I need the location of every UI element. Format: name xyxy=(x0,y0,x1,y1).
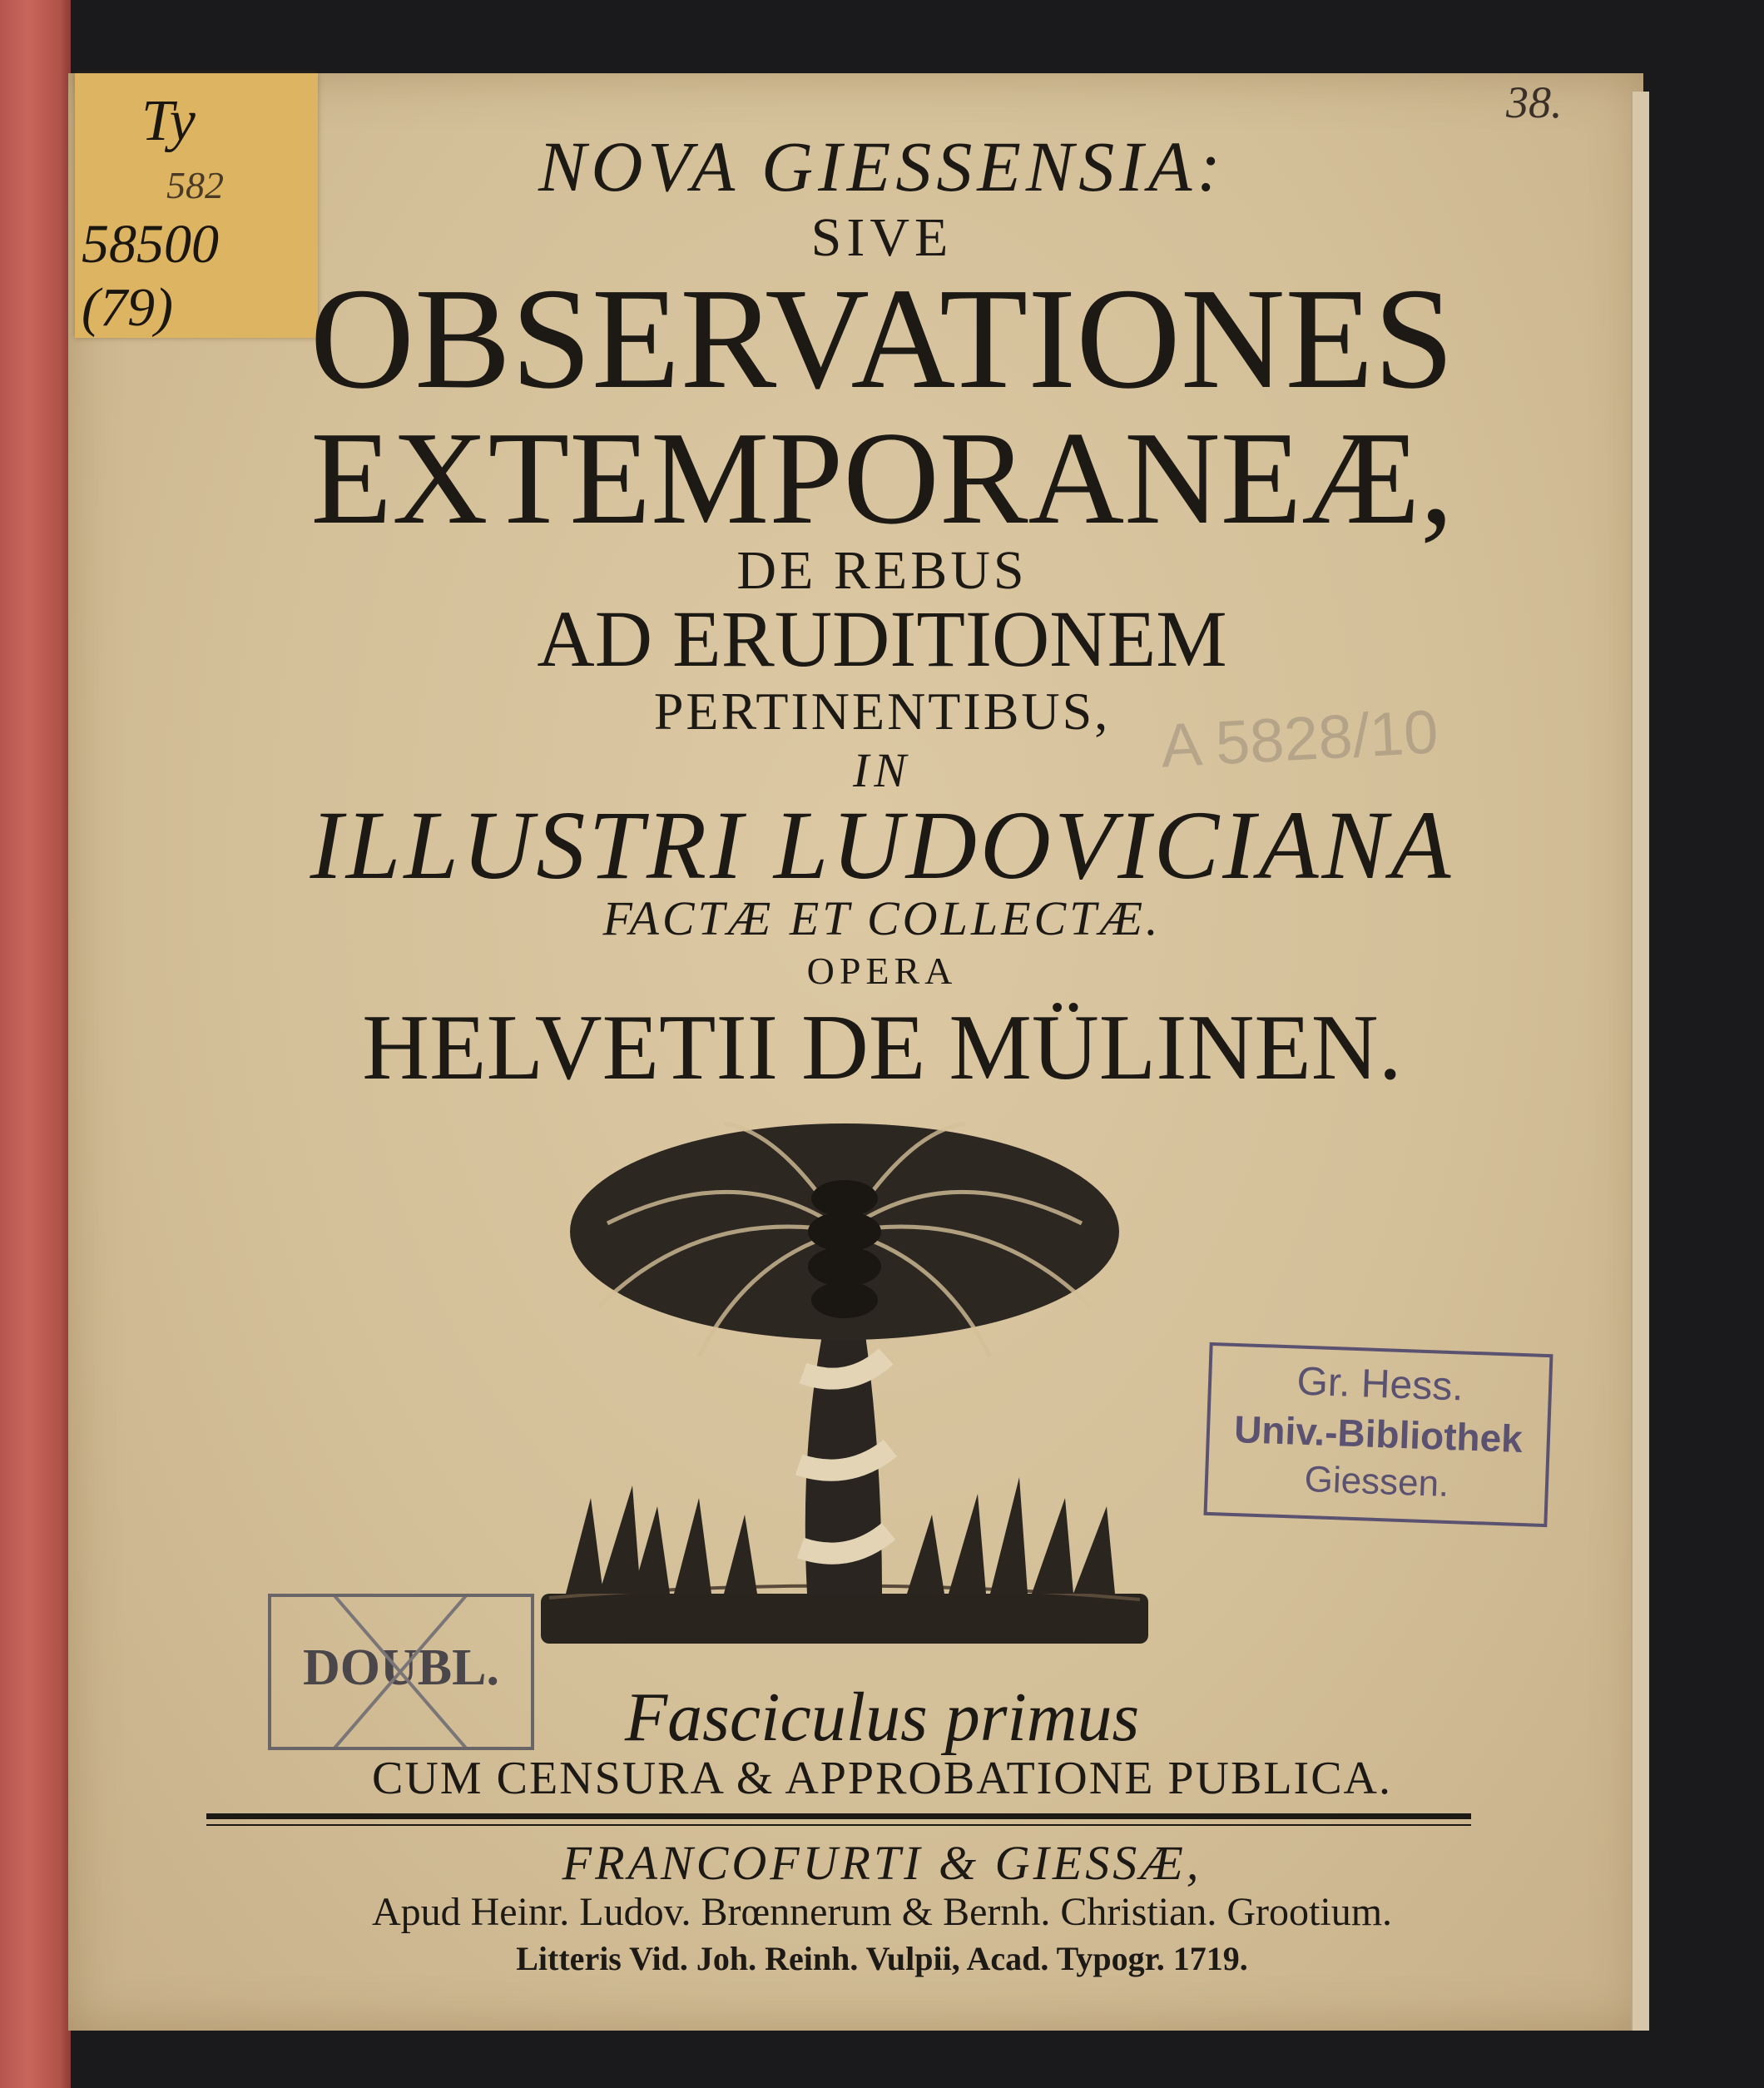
library-stamp xyxy=(1203,1342,1553,1527)
imprint-place: FRANCOFURTI & GIESSÆ, xyxy=(562,1836,1202,1890)
palm-tree-woodcut xyxy=(533,1107,1157,1673)
title-line-1: NOVA GIESSENSIA: xyxy=(538,126,1226,206)
library-stamp-line-1: Gr. Hess. xyxy=(1296,1359,1464,1410)
title-line-6: AD ERUDITIONEM xyxy=(537,594,1227,683)
separator-rule xyxy=(206,1813,1471,1819)
fascicle-line: Fasciculus primus xyxy=(624,1679,1140,1756)
separator-rule-thin xyxy=(206,1824,1471,1826)
doubl-stamp-text: DOUBL. xyxy=(303,1639,499,1696)
title-line-8: IN xyxy=(853,743,911,797)
censure-line: CUM CENSURA & APPROBATIONE PUBLICA. xyxy=(372,1753,1392,1804)
title-line-9: ILLUSTRI LUDOVICIANA xyxy=(310,791,1454,900)
title-line-3: OBSERVATIONES xyxy=(310,258,1454,419)
pencil-shelfmark: A 5828/10 xyxy=(1159,697,1440,781)
corner-mark: 38. xyxy=(1506,77,1563,127)
title-line-2: SIVE xyxy=(810,207,954,268)
title-line-12: HELVETII DE MÜLINEN. xyxy=(362,996,1402,1099)
title-line-11: OPERA xyxy=(806,950,958,992)
sticker-line-1: Ty xyxy=(141,89,196,153)
imprint-printer: Litteris Vid. Joh. Reinh. Vulpii, Acad. Typogr. 1719. xyxy=(516,1940,1248,1977)
title-line-10: FACTÆ ET COLLECTÆ. xyxy=(602,891,1162,945)
imprint-publishers: Apud Heinr. Ludov. Brœnnerum & Bernh. Christian. Grootium. xyxy=(371,1890,1393,1934)
title-line-4: EXTEMPORANEÆ, xyxy=(310,404,1454,552)
sticker-line-2: 582 xyxy=(166,164,224,206)
title-line-5: DE REBUS xyxy=(736,540,1028,601)
library-stamp-line-2: Univ.-Bibliothek xyxy=(1233,1406,1524,1461)
library-stamp-line-3: Giessen. xyxy=(1303,1458,1450,1505)
sticker-line-3: 58500 (79) xyxy=(82,214,219,338)
title-line-7: PERTINENTIBUS, xyxy=(653,682,1111,741)
